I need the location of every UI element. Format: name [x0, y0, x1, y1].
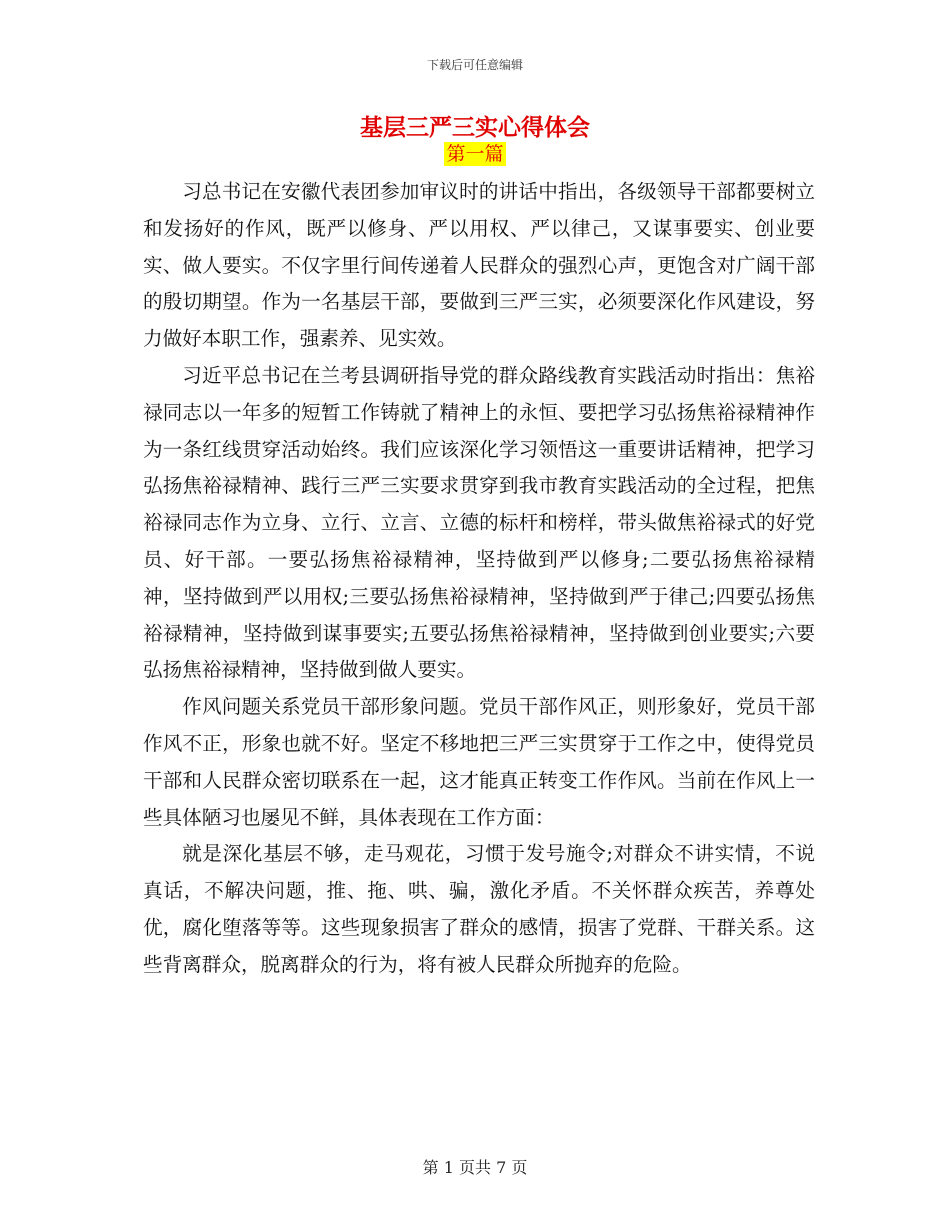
header-note: 下载后可任意编辑 — [426, 58, 523, 72]
paragraph-1: 习总书记在安徽代表团参加审议时的讲话中指出，各级领导干部都要树立和发扬好的作风，既严以修身、严以用权、严以律己，又谋事要实、创业要实、做人要实。不仅字里行间传递着人民群众的强烈心声，更饱含对广阔干部的殷切期望。作为一名基层干部，要做到三严三实，必须要深化作风建设，努力做好本职工作，强素养、见实效。 — [143, 180, 815, 351]
paragraph-4: 就是深化基层不够，走马观花，习惯于发号施令;对群众不讲实情，不说真话，不解决问题，推、拖、哄、骗，激化矛盾。不关怀群众疾苦，养尊处优，腐化堕落等等。这些现象损害了群众的感情，损害了党群、干群关系。这些背离群众，脱离群众的行为，将有被人民群众所抛弃的危险。 — [143, 842, 815, 976]
page-number: 第 1 页共 7 页 — [422, 1158, 528, 1177]
document-body — [143, 174, 815, 984]
document-subtitle: 第一篇 — [446, 143, 504, 165]
document-title: 基层三严三实心得体会 — [360, 114, 590, 141]
subtitle-wrapper — [0, 142, 950, 166]
paragraph-3: 作风问题关系党员干部形象问题。党员干部作风正，则形象好，党员干部作风不正，形象也就不好。坚定不移地把三严三实贯穿于工作之中，使得党员干部和人民群众密切联系在一起，这才能真正转变工作作风。当前在作风上一些具体陋习也屡见不鲜，具体表现在工作方面： — [143, 695, 815, 829]
paragraph-2: 习近平总书记在兰考县调研指导党的群众路线教育实践活动时指出：焦裕禄同志以一年多的短暂工作铸就了精神上的永恒、要把学习弘扬焦裕禄精神作为一条红线贯穿活动始终。我们应该深化学习领悟这一重要讲话精神，把学习弘扬焦裕禄精神、践行三严三实要求贯穿到我市教育实践活动的全过程，把焦裕禄同志作为立身、立行、立言、立德的标杆和榜样，带头做焦裕禄式的好党员、好干部。一要弘扬焦裕禄精神，坚持做到严以修身;二要弘扬焦裕禄精神，坚持做到严以用权;三要弘扬焦裕禄精神，坚持做到严于律己;四要弘扬焦裕禄精神，坚持做到谋事要实;五要弘扬焦裕禄精神，坚持做到创业要实;六要弘扬焦裕禄精神，坚持做到做人要实。 — [143, 363, 815, 682]
